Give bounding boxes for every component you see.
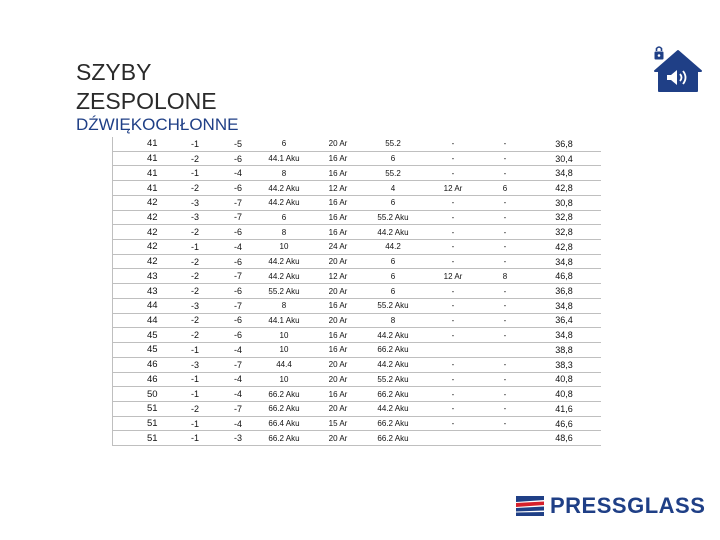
glazing-table-container (112, 137, 601, 446)
table-cell: 20 Ar (313, 431, 363, 446)
table-cell: 44 (113, 313, 169, 328)
table-cell: 42,8 (527, 240, 601, 255)
table-cell: 6 (363, 151, 423, 166)
table-cell: 32,8 (527, 210, 601, 225)
table-row (113, 225, 601, 240)
table-cell: 55.2 (363, 166, 423, 181)
table-cell: - (483, 328, 527, 343)
table-cell: 6 (363, 195, 423, 210)
table-cell: 66.2 Aku (255, 431, 313, 446)
table-cell: -3 (221, 431, 255, 446)
table-row (113, 181, 601, 196)
table-cell: -2 (169, 181, 221, 196)
table-row (113, 210, 601, 225)
table-cell: -7 (221, 210, 255, 225)
table-cell: - (483, 357, 527, 372)
table-cell: 44.2 Aku (255, 269, 313, 284)
table-cell: -7 (221, 357, 255, 372)
table-cell (483, 343, 527, 358)
table-row (113, 431, 601, 446)
table-row (113, 343, 601, 358)
table-row (113, 195, 601, 210)
table-cell: - (423, 401, 483, 416)
table-cell: 12 Ar (313, 269, 363, 284)
table-cell: 51 (113, 416, 169, 431)
table-cell: 44.2 Aku (363, 328, 423, 343)
table-cell: 66.2 Aku (255, 401, 313, 416)
table-cell: - (423, 137, 483, 151)
table-cell: -6 (221, 225, 255, 240)
table-cell: 44.2 Aku (363, 357, 423, 372)
table-cell: 66.2 Aku (363, 416, 423, 431)
table-cell: 6 (363, 269, 423, 284)
glazing-table (113, 137, 601, 446)
table-cell: 40,8 (527, 387, 601, 402)
table-cell: 45 (113, 328, 169, 343)
table-cell: -1 (169, 240, 221, 255)
table-cell: 8 (255, 225, 313, 240)
table-cell: -7 (221, 401, 255, 416)
table-cell: 16 Ar (313, 195, 363, 210)
table-cell: 34,8 (527, 254, 601, 269)
table-cell: 66.2 Aku (363, 431, 423, 446)
page-title (76, 58, 217, 116)
table-cell: - (483, 151, 527, 166)
table-cell: - (483, 387, 527, 402)
house-sound-lock-icon (651, 45, 705, 95)
table-cell: -7 (221, 195, 255, 210)
table-cell: -4 (221, 240, 255, 255)
table-cell: 20 Ar (313, 254, 363, 269)
table-cell: -2 (169, 328, 221, 343)
table-cell: -5 (221, 137, 255, 151)
table-cell: -2 (169, 401, 221, 416)
table-cell: 34,8 (527, 298, 601, 313)
table-cell: - (483, 401, 527, 416)
table-cell: -4 (221, 416, 255, 431)
table-row (113, 151, 601, 166)
table-cell: - (423, 416, 483, 431)
table-cell: 44.2 Aku (255, 181, 313, 196)
table-cell: - (483, 372, 527, 387)
table-cell: 55.2 Aku (255, 284, 313, 299)
table-cell: 42,8 (527, 181, 601, 196)
table-cell: 42 (113, 225, 169, 240)
table-cell: - (423, 387, 483, 402)
table-cell: - (423, 240, 483, 255)
table-cell: -4 (221, 387, 255, 402)
table-cell: 40,8 (527, 372, 601, 387)
table-cell: - (423, 372, 483, 387)
table-cell: -6 (221, 313, 255, 328)
table-cell: 6 (255, 210, 313, 225)
glazing-table-body (113, 137, 601, 446)
table-row (113, 387, 601, 402)
table-cell: -1 (169, 416, 221, 431)
table-cell: 42 (113, 195, 169, 210)
table-cell: -6 (221, 284, 255, 299)
table-row (113, 298, 601, 313)
table-cell: 36,4 (527, 313, 601, 328)
table-cell: -1 (169, 137, 221, 151)
pressglass-logo (516, 494, 705, 518)
table-cell: 34,8 (527, 166, 601, 181)
table-cell: 44.2 Aku (255, 195, 313, 210)
table-cell: 44 (113, 298, 169, 313)
table-row (113, 313, 601, 328)
table-cell: 20 Ar (313, 313, 363, 328)
table-cell: 6 (363, 254, 423, 269)
logo-text-press: PRESS (550, 493, 628, 518)
table-cell: 55.2 (363, 137, 423, 151)
table-cell: -6 (221, 151, 255, 166)
table-cell: -7 (221, 269, 255, 284)
table-cell: 32,8 (527, 225, 601, 240)
table-row (113, 254, 601, 269)
table-cell: 20 Ar (313, 284, 363, 299)
table-cell: - (423, 225, 483, 240)
table-cell: -1 (169, 343, 221, 358)
table-cell: -4 (221, 343, 255, 358)
table-cell: - (423, 195, 483, 210)
table-cell: 16 Ar (313, 225, 363, 240)
table-cell: 8 (483, 269, 527, 284)
table-cell: 38,3 (527, 357, 601, 372)
table-cell: 66.2 Aku (255, 387, 313, 402)
table-cell: -2 (169, 284, 221, 299)
table-cell: 12 Ar (423, 181, 483, 196)
table-cell: 46 (113, 372, 169, 387)
table-cell: - (483, 298, 527, 313)
title-line-1: SZYBY (76, 59, 152, 85)
table-cell: -4 (221, 166, 255, 181)
table-cell (423, 343, 483, 358)
table-cell: 66.4 Aku (255, 416, 313, 431)
table-cell: - (483, 240, 527, 255)
table-cell: - (423, 166, 483, 181)
table-cell: 55.2 Aku (363, 298, 423, 313)
table-cell: - (483, 225, 527, 240)
table-cell: 66.2 Aku (363, 387, 423, 402)
table-cell: -3 (169, 357, 221, 372)
table-row (113, 166, 601, 181)
table-cell: - (423, 210, 483, 225)
table-cell: -3 (169, 298, 221, 313)
table-cell: 44.2 Aku (255, 254, 313, 269)
table-cell: 6 (483, 181, 527, 196)
table-cell: -3 (169, 195, 221, 210)
table-row (113, 401, 601, 416)
table-cell: 66.2 Aku (363, 343, 423, 358)
table-cell: 44.2 (363, 240, 423, 255)
table-cell: - (423, 151, 483, 166)
table-cell: -2 (169, 269, 221, 284)
table-row (113, 372, 601, 387)
table-cell: - (423, 328, 483, 343)
table-cell: 16 Ar (313, 387, 363, 402)
table-cell: 20 Ar (313, 372, 363, 387)
table-row (113, 137, 601, 151)
table-cell: 10 (255, 372, 313, 387)
table-cell: 51 (113, 431, 169, 446)
table-cell: 8 (363, 313, 423, 328)
table-cell: 55.2 Aku (363, 210, 423, 225)
table-cell: - (483, 313, 527, 328)
table-cell: 55.2 Aku (363, 372, 423, 387)
table-cell: 46 (113, 357, 169, 372)
table-cell: 36,8 (527, 284, 601, 299)
table-cell: 10 (255, 343, 313, 358)
page-subtitle: DŹWIĘKOCHŁONNE (76, 115, 239, 134)
table-cell: - (423, 284, 483, 299)
table-row (113, 416, 601, 431)
table-cell: 16 Ar (313, 328, 363, 343)
table-cell: 6 (255, 137, 313, 151)
table-cell: 41 (113, 181, 169, 196)
table-cell: 50 (113, 387, 169, 402)
table-cell: 42 (113, 240, 169, 255)
table-cell: -1 (169, 387, 221, 402)
table-cell: -3 (169, 210, 221, 225)
table-cell: - (423, 298, 483, 313)
table-cell: 30,4 (527, 151, 601, 166)
table-cell: 16 Ar (313, 343, 363, 358)
table-cell: 20 Ar (313, 137, 363, 151)
table-cell: 43 (113, 284, 169, 299)
table-cell: 16 Ar (313, 210, 363, 225)
title-line-2: ZESPOLONE (76, 88, 217, 114)
table-row (113, 328, 601, 343)
table-cell: 36,8 (527, 137, 601, 151)
table-cell: - (483, 254, 527, 269)
table-cell: 12 Ar (313, 181, 363, 196)
table-cell: - (423, 313, 483, 328)
table-row (113, 357, 601, 372)
table-cell: 41 (113, 151, 169, 166)
table-cell: 15 Ar (313, 416, 363, 431)
table-cell: 41 (113, 166, 169, 181)
logo-text-glass: GLASS (627, 493, 706, 518)
table-cell: 20 Ar (313, 357, 363, 372)
table-cell: -1 (169, 166, 221, 181)
table-cell: -1 (169, 431, 221, 446)
table-cell: - (483, 210, 527, 225)
table-cell: 42 (113, 210, 169, 225)
table-cell: 43 (113, 269, 169, 284)
table-cell: - (483, 166, 527, 181)
table-cell: - (483, 195, 527, 210)
table-cell: 45 (113, 343, 169, 358)
table-cell: 41,6 (527, 401, 601, 416)
table-cell: -6 (221, 181, 255, 196)
table-cell: 4 (363, 181, 423, 196)
table-cell: - (483, 137, 527, 151)
table-cell: -2 (169, 254, 221, 269)
table-cell: -7 (221, 298, 255, 313)
table-cell: 48,6 (527, 431, 601, 446)
table-cell (483, 431, 527, 446)
table-cell: -6 (221, 254, 255, 269)
table-cell: -2 (169, 313, 221, 328)
table-cell: - (423, 254, 483, 269)
table-cell: 16 Ar (313, 151, 363, 166)
table-cell: 30,8 (527, 195, 601, 210)
pressglass-stripes-icon (516, 496, 544, 516)
table-cell (423, 431, 483, 446)
table-cell: 20 Ar (313, 401, 363, 416)
table-row (113, 240, 601, 255)
table-cell: 44.2 Aku (363, 401, 423, 416)
table-row (113, 284, 601, 299)
table-cell: 38,8 (527, 343, 601, 358)
table-cell: -2 (169, 151, 221, 166)
table-cell: - (483, 416, 527, 431)
table-cell: 51 (113, 401, 169, 416)
table-cell: 42 (113, 254, 169, 269)
table-cell: - (423, 357, 483, 372)
table-cell: 41 (113, 137, 169, 151)
table-cell: 10 (255, 328, 313, 343)
table-cell: 24 Ar (313, 240, 363, 255)
table-cell: 10 (255, 240, 313, 255)
table-cell: -4 (221, 372, 255, 387)
table-cell: -1 (169, 372, 221, 387)
table-cell: 44.4 (255, 357, 313, 372)
table-cell: 34,8 (527, 328, 601, 343)
table-cell: 12 Ar (423, 269, 483, 284)
table-cell: 8 (255, 298, 313, 313)
table-cell: - (483, 284, 527, 299)
table-row (113, 269, 601, 284)
table-cell: 6 (363, 284, 423, 299)
table-cell: -2 (169, 225, 221, 240)
table-cell: 44.2 Aku (363, 225, 423, 240)
table-cell: 46,6 (527, 416, 601, 431)
table-cell: -6 (221, 328, 255, 343)
table-cell: 8 (255, 166, 313, 181)
table-cell: 46,8 (527, 269, 601, 284)
table-cell: 44.1 Aku (255, 151, 313, 166)
table-cell: 44.1 Aku (255, 313, 313, 328)
table-cell: 16 Ar (313, 166, 363, 181)
table-cell: 16 Ar (313, 298, 363, 313)
